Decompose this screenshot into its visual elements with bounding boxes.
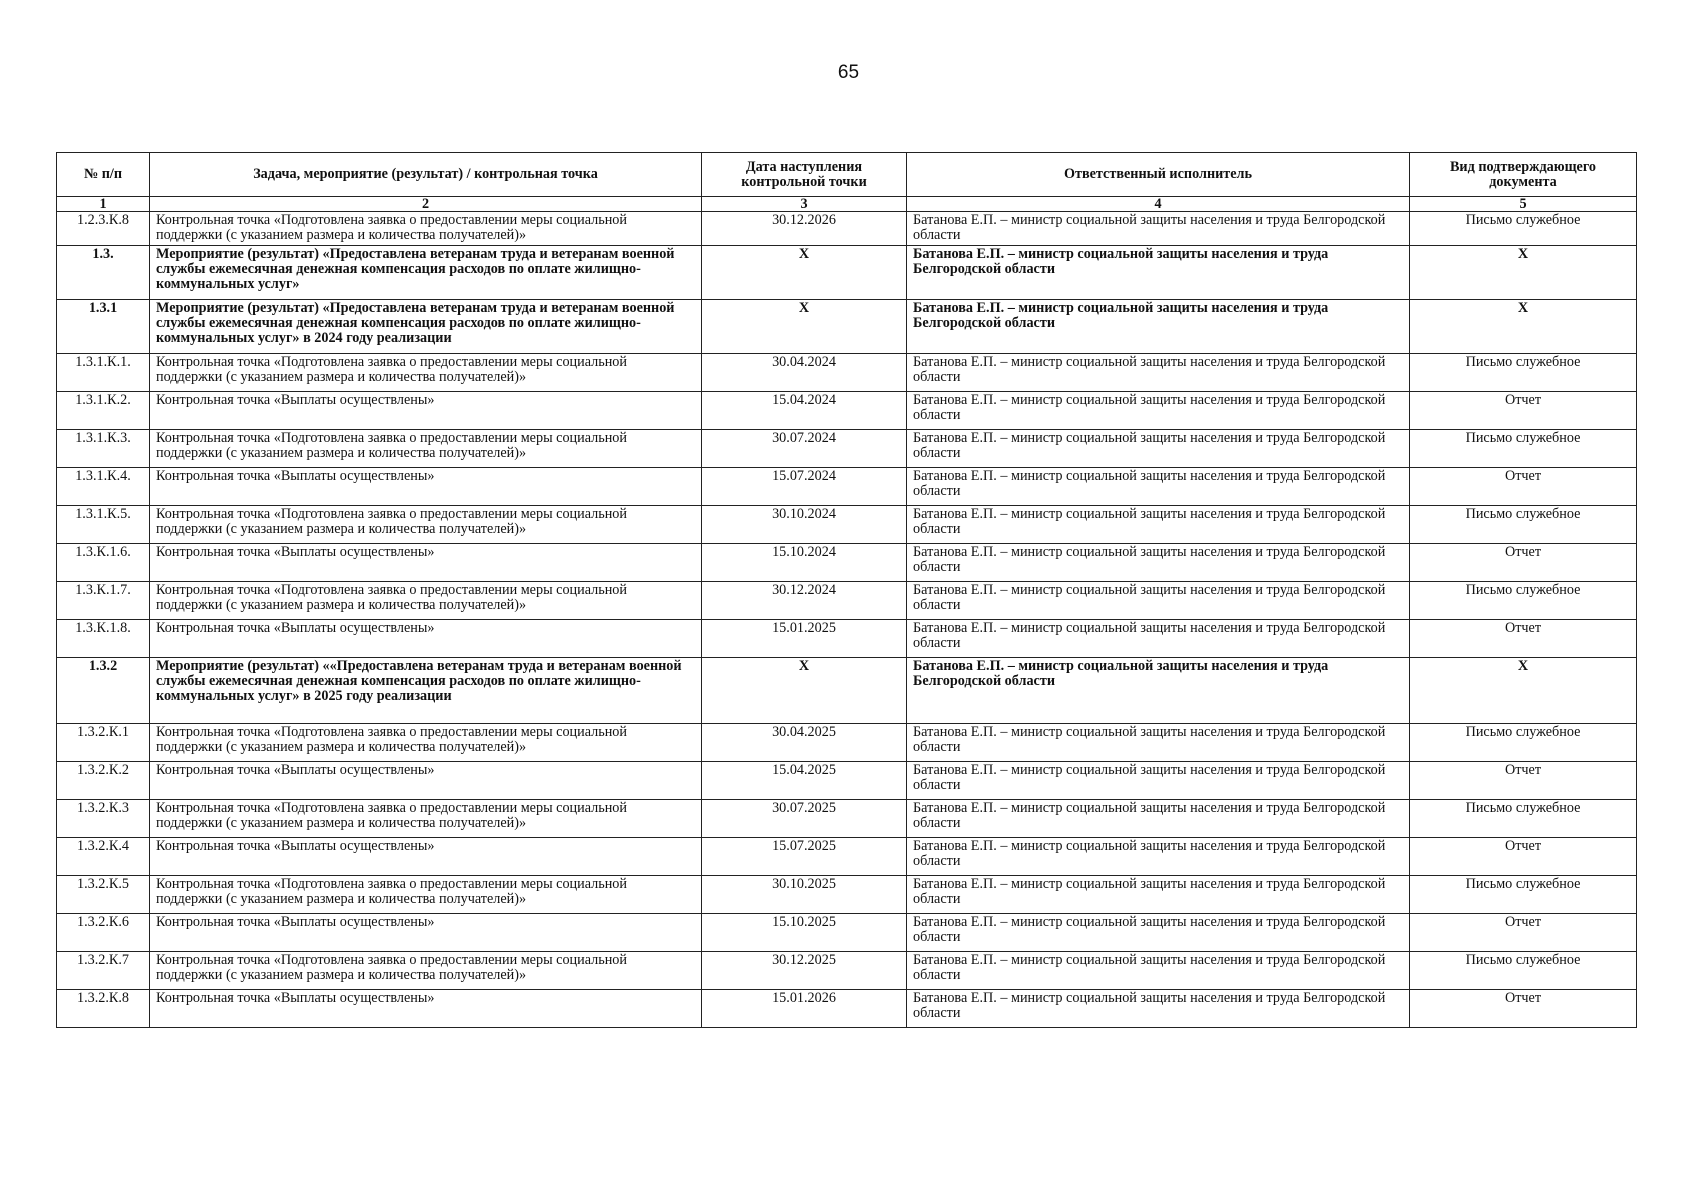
row-document-type: Х [1410, 246, 1637, 300]
row-date: 15.04.2025 [702, 762, 907, 800]
row-number: 1.3.1.К.3. [57, 430, 150, 468]
row-task: Контрольная точка «Подготовлена заявка о предоставлении меры социальной поддержки (с указанием размера и количества получателей)» [150, 876, 702, 914]
row-document-type: Отчет [1410, 544, 1637, 582]
row-date: 15.07.2025 [702, 838, 907, 876]
row-document-type: Отчет [1410, 990, 1637, 1028]
row-task: Контрольная точка «Выплаты осуществлены» [150, 620, 702, 658]
row-task: Контрольная точка «Подготовлена заявка о предоставлении меры социальной поддержки (с указанием размера и количества получателей)» [150, 212, 702, 246]
row-task: Контрольная точка «Выплаты осуществлены» [150, 762, 702, 800]
row-number: 1.3.1.К.5. [57, 506, 150, 544]
table-row [57, 354, 1637, 392]
table-row [57, 430, 1637, 468]
row-date: 30.04.2025 [702, 724, 907, 762]
row-date: 30.10.2024 [702, 506, 907, 544]
header-task: Задача, мероприятие (результат) / контрольная точка [150, 153, 702, 197]
row-date: 15.10.2024 [702, 544, 907, 582]
row-number: 1.3.2.К.7 [57, 952, 150, 990]
row-executor: Батанова Е.П. – министр социальной защиты населения и труда Белгородской области [907, 762, 1410, 800]
control-points-table [56, 152, 1637, 1028]
row-document-type: Отчет [1410, 914, 1637, 952]
column-number: 1 [57, 197, 150, 212]
row-date: 15.04.2024 [702, 392, 907, 430]
row-number: 1.3.2.К.5 [57, 876, 150, 914]
row-document-type: Отчет [1410, 468, 1637, 506]
row-number: 1.3.2.К.1 [57, 724, 150, 762]
row-date: 30.12.2024 [702, 582, 907, 620]
table-row [57, 212, 1637, 246]
table-row [57, 914, 1637, 952]
row-document-type: Письмо служебное [1410, 800, 1637, 838]
row-task: Мероприятие (результат) ««Предоставлена ветеранам труда и ветеранам военной службы ежемесячная денежная компенсация расходов по оплате жилищно-коммунальных услуг» в 2025 году реализации [150, 658, 702, 724]
table-row [57, 724, 1637, 762]
table-row [57, 658, 1637, 724]
row-date: 15.07.2024 [702, 468, 907, 506]
row-task: Контрольная точка «Подготовлена заявка о предоставлении меры социальной поддержки (с указанием размера и количества получателей)» [150, 430, 702, 468]
row-executor: Батанова Е.П. – министр социальной защиты населения и труда Белгородской области [907, 990, 1410, 1028]
row-executor: Батанова Е.П. – министр социальной защиты населения и труда Белгородской области [907, 212, 1410, 246]
row-executor: Батанова Е.П. – министр социальной защиты населения и труда Белгородской области [907, 724, 1410, 762]
row-number: 1.3. [57, 246, 150, 300]
table-header-row [57, 153, 1637, 197]
row-executor: Батанова Е.П. – министр социальной защиты населения и труда Белгородской области [907, 468, 1410, 506]
row-task: Контрольная точка «Выплаты осуществлены» [150, 838, 702, 876]
column-number: 5 [1410, 197, 1637, 212]
column-number: 4 [907, 197, 1410, 212]
row-number: 1.3.К.1.6. [57, 544, 150, 582]
row-executor: Батанова Е.П. – министр социальной защиты населения и труда Белгородской области [907, 800, 1410, 838]
table-row [57, 246, 1637, 300]
row-number: 1.3.2.К.6 [57, 914, 150, 952]
row-document-type: Письмо служебное [1410, 212, 1637, 246]
row-executor: Батанова Е.П. – министр социальной защиты населения и труда Белгородской области [907, 300, 1410, 354]
row-date: 30.12.2025 [702, 952, 907, 990]
row-task: Контрольная точка «Выплаты осуществлены» [150, 544, 702, 582]
row-document-type: Отчет [1410, 762, 1637, 800]
table-body [57, 212, 1637, 1028]
row-document-type: Отчет [1410, 620, 1637, 658]
row-date: 30.04.2024 [702, 354, 907, 392]
row-task: Контрольная точка «Подготовлена заявка о предоставлении меры социальной поддержки (с указанием размера и количества получателей)» [150, 354, 702, 392]
row-document-type: Письмо служебное [1410, 876, 1637, 914]
row-executor: Батанова Е.П. – министр социальной защиты населения и труда Белгородской области [907, 952, 1410, 990]
row-number: 1.3.1.К.4. [57, 468, 150, 506]
row-document-type: Х [1410, 300, 1637, 354]
row-task: Контрольная точка «Выплаты осуществлены» [150, 392, 702, 430]
row-task: Контрольная точка «Подготовлена заявка о предоставлении меры социальной поддержки (с указанием размера и количества получателей)» [150, 800, 702, 838]
row-date: 30.12.2026 [702, 212, 907, 246]
table-row [57, 544, 1637, 582]
row-document-type: Письмо служебное [1410, 724, 1637, 762]
row-number: 1.3.1.К.2. [57, 392, 150, 430]
page-number: 65 [837, 62, 860, 83]
row-document-type: Письмо служебное [1410, 582, 1637, 620]
row-number: 1.2.3.К.8 [57, 212, 150, 246]
row-number: 1.3.К.1.8. [57, 620, 150, 658]
row-number: 1.3.1 [57, 300, 150, 354]
header-number: № п/п [57, 153, 150, 197]
row-task: Контрольная точка «Выплаты осуществлены» [150, 990, 702, 1028]
table-row [57, 582, 1637, 620]
table-row [57, 392, 1637, 430]
row-executor: Батанова Е.П. – министр социальной защиты населения и труда Белгородской области [907, 876, 1410, 914]
row-number: 1.3.1.К.1. [57, 354, 150, 392]
column-number: 2 [150, 197, 702, 212]
row-executor: Батанова Е.П. – министр социальной защиты населения и труда Белгородской области [907, 658, 1410, 724]
header-date: Дата наступления контрольной точки [702, 153, 907, 197]
row-executor: Батанова Е.П. – министр социальной защиты населения и труда Белгородской области [907, 354, 1410, 392]
row-executor: Батанова Е.П. – министр социальной защиты населения и труда Белгородской области [907, 914, 1410, 952]
row-task: Контрольная точка «Подготовлена заявка о предоставлении меры социальной поддержки (с указанием размера и количества получателей)» [150, 724, 702, 762]
row-number: 1.3.2 [57, 658, 150, 724]
row-document-type: Письмо служебное [1410, 430, 1637, 468]
row-task: Мероприятие (результат) «Предоставлена ветеранам труда и ветеранам военной службы ежемесячная денежная компенсация расходов по оплате жилищно-коммунальных услуг» в 2024 году реализации [150, 300, 702, 354]
row-task: Контрольная точка «Выплаты осуществлены» [150, 914, 702, 952]
table-row [57, 990, 1637, 1028]
row-document-type: Письмо служебное [1410, 952, 1637, 990]
row-executor: Батанова Е.П. – министр социальной защиты населения и труда Белгородской области [907, 392, 1410, 430]
column-numbers-row [57, 197, 1637, 212]
row-executor: Батанова Е.П. – министр социальной защиты населения и труда Белгородской области [907, 246, 1410, 300]
table-row [57, 620, 1637, 658]
row-document-type: Отчет [1410, 838, 1637, 876]
table-row [57, 506, 1637, 544]
row-number: 1.3.К.1.7. [57, 582, 150, 620]
row-date: Х [702, 658, 907, 724]
row-number: 1.3.2.К.2 [57, 762, 150, 800]
row-document-type: Письмо служебное [1410, 506, 1637, 544]
row-date: 15.01.2025 [702, 620, 907, 658]
row-executor: Батанова Е.П. – министр социальной защиты населения и труда Белгородской области [907, 430, 1410, 468]
table-row [57, 876, 1637, 914]
header-document-type: Вид подтверждающего документа [1410, 153, 1637, 197]
row-task: Контрольная точка «Подготовлена заявка о предоставлении меры социальной поддержки (с указанием размера и количества получателей)» [150, 582, 702, 620]
row-document-type: Отчет [1410, 392, 1637, 430]
row-date: 30.07.2025 [702, 800, 907, 838]
row-document-type: Письмо служебное [1410, 354, 1637, 392]
row-executor: Батанова Е.П. – министр социальной защиты населения и труда Белгородской области [907, 506, 1410, 544]
table-row [57, 952, 1637, 990]
table-row [57, 300, 1637, 354]
table-row [57, 762, 1637, 800]
row-number: 1.3.2.К.8 [57, 990, 150, 1028]
row-executor: Батанова Е.П. – министр социальной защиты населения и труда Белгородской области [907, 544, 1410, 582]
row-date: 15.01.2026 [702, 990, 907, 1028]
row-executor: Батанова Е.П. – министр социальной защиты населения и труда Белгородской области [907, 838, 1410, 876]
table-row [57, 468, 1637, 506]
row-document-type: Х [1410, 658, 1637, 724]
table-row [57, 800, 1637, 838]
table-row [57, 838, 1637, 876]
row-number: 1.3.2.К.4 [57, 838, 150, 876]
row-task: Мероприятие (результат) «Предоставлена ветеранам труда и ветеранам военной службы ежемесячная денежная компенсация расходов по оплате жилищно-коммунальных услуг» [150, 246, 702, 300]
row-date: Х [702, 246, 907, 300]
row-task: Контрольная точка «Выплаты осуществлены» [150, 468, 702, 506]
row-date: Х [702, 300, 907, 354]
row-date: 30.10.2025 [702, 876, 907, 914]
row-executor: Батанова Е.П. – министр социальной защиты населения и труда Белгородской области [907, 582, 1410, 620]
row-task: Контрольная точка «Подготовлена заявка о предоставлении меры социальной поддержки (с указанием размера и количества получателей)» [150, 952, 702, 990]
row-executor: Батанова Е.П. – министр социальной защиты населения и труда Белгородской области [907, 620, 1410, 658]
row-number: 1.3.2.К.3 [57, 800, 150, 838]
row-date: 30.07.2024 [702, 430, 907, 468]
row-date: 15.10.2025 [702, 914, 907, 952]
column-number: 3 [702, 197, 907, 212]
row-task: Контрольная точка «Подготовлена заявка о предоставлении меры социальной поддержки (с указанием размера и количества получателей)» [150, 506, 702, 544]
header-executor: Ответственный исполнитель [907, 153, 1410, 197]
